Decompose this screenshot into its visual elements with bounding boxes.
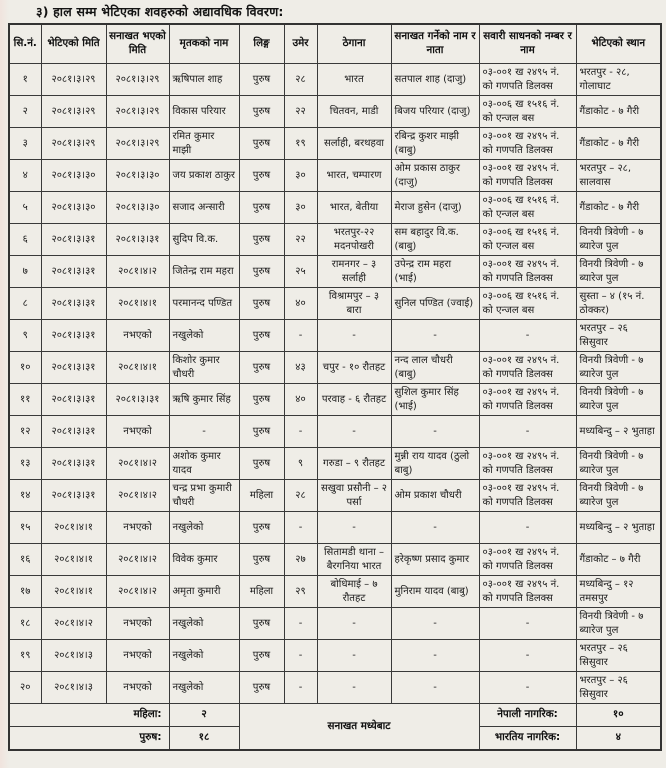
table-body [9, 64, 661, 704]
table-cell: सुशिल कुमार सिंह (भाई) [391, 384, 479, 416]
table-cell: २०८१।३।३१ [41, 448, 106, 480]
table-row [9, 128, 661, 160]
table-cell: ओम प्रकास ठाकुर (दाजु) [391, 160, 479, 192]
table-cell: पुरुष [239, 672, 284, 704]
table-cell: विनयी त्रिवेणी - ७ ब्यारेज पुल [576, 448, 661, 480]
table-cell: २०८१।३।३१ [106, 384, 169, 416]
table-cell: ऋषि कुमार सिंह [169, 384, 239, 416]
table-cell: २०८१।४।२ [106, 448, 169, 480]
table-cell: नखुलेको [169, 512, 239, 544]
table-cell: भारत [317, 64, 391, 96]
table-cell: पुरुष [239, 416, 284, 448]
table-cell: नभएको [106, 416, 169, 448]
table-cell: २०८१।३।३१ [41, 320, 106, 352]
table-cell: नखुलेको [169, 608, 239, 640]
table-row [9, 352, 661, 384]
table-cell: सतपाल शाह (दाजु) [391, 64, 479, 96]
table-cell: २०८१।४।१ [41, 576, 106, 608]
table-cell: २२ [284, 96, 317, 128]
col-header-found-location: भेटिएको स्थान [576, 24, 661, 64]
table-row [9, 480, 661, 512]
header-row [9, 24, 661, 64]
table-cell: महिला [239, 576, 284, 608]
col-header-age: उमेर [284, 24, 317, 64]
table-cell: गैंडाकोट - ७ गैरी [576, 96, 661, 128]
table-cell: १४ [9, 480, 41, 512]
table-cell: परमानन्द पण्डित [169, 288, 239, 320]
table-cell: ७ [9, 256, 41, 288]
table-cell: १७ [9, 576, 41, 608]
table-cell: ०३-००१ ख २४९५ नं. को गणपति डिलक्स [479, 160, 576, 192]
table-row [9, 672, 661, 704]
table-cell: ०३-००१ ख २४९५ नं. को गणपति डिलक्स [479, 256, 576, 288]
table-cell: २०८१।३।३१ [41, 288, 106, 320]
table-cell: २०८१।३।३० [106, 160, 169, 192]
table-cell: मध्यबिन्दु – १२ तमसपुर [576, 576, 661, 608]
table-cell: २७ [284, 544, 317, 576]
table-cell: नखुलेको [169, 640, 239, 672]
table-cell: २०८१।३।२९ [106, 64, 169, 96]
table-cell: भरतपुर – २६ सिसुवार [576, 640, 661, 672]
table-cell: २०८१।३।३१ [41, 224, 106, 256]
table-cell: २०८१।४।१ [106, 288, 169, 320]
table-cell: नभएको [106, 320, 169, 352]
table-cell: ४३ [284, 352, 317, 384]
summary-nepali-citizen-value: १० [576, 704, 661, 727]
table-cell: २०८१।३।३० [106, 192, 169, 224]
summary-row-female [9, 704, 661, 727]
table-cell: पुरुष [239, 96, 284, 128]
table-cell: गरुडा – ९ रौतहट [317, 448, 391, 480]
table-cell: १ [9, 64, 41, 96]
table-cell: ११ [9, 384, 41, 416]
table-cell: ९ [9, 320, 41, 352]
table-cell: मुन्नी राय यादव (ठुलो बाबु) [391, 448, 479, 480]
table-cell: २२ [284, 224, 317, 256]
table-cell: ०३-००१ ख २४९५ नं. को गणपति डिलक्स [479, 384, 576, 416]
table-row [9, 320, 661, 352]
table-row [9, 448, 661, 480]
table-row [9, 96, 661, 128]
table-cell: २०८१।३।२९ [41, 128, 106, 160]
table-cell: २०८१।३।२९ [106, 96, 169, 128]
table-cell: २०८१।४।२ [106, 576, 169, 608]
table-cell: २९ [284, 576, 317, 608]
table-header [9, 24, 661, 64]
table-cell: २०८१।३।३१ [106, 224, 169, 256]
table-cell: १० [9, 352, 41, 384]
table-cell: २०८१।४।२ [106, 544, 169, 576]
table-cell: - [479, 416, 576, 448]
table-cell: विनयी त्रिवेणी - ७ ब्यारेज पुल [576, 384, 661, 416]
table-cell: किशोर कुमार चौधरी [169, 352, 239, 384]
table-cell: २०८१।४।३ [41, 640, 106, 672]
col-header-found-date: भेटिएको मिति [41, 24, 106, 64]
table-cell: - [317, 640, 391, 672]
table-cell: जितेन्द्र राम महरा [169, 256, 239, 288]
table-cell: १३ [9, 448, 41, 480]
table-cell: - [479, 512, 576, 544]
table-cell: भरतपुर – २६ सिसुवार [576, 320, 661, 352]
table-cell: २०८१।३।३१ [41, 352, 106, 384]
table-cell: भारत, बेतीया [317, 192, 391, 224]
table-cell: - [317, 512, 391, 544]
summary-male-value: १८ [169, 727, 239, 751]
table-cell: २०८१।४।२ [41, 608, 106, 640]
table-cell: २०८१।४।२ [106, 256, 169, 288]
table-row [9, 608, 661, 640]
table-row [9, 224, 661, 256]
table-footer [9, 704, 661, 751]
table-cell: १८ [9, 608, 41, 640]
table-cell: ३० [284, 192, 317, 224]
table-cell: - [479, 320, 576, 352]
table-cell: भरतपुर – २६ सिसुवार [576, 672, 661, 704]
table-cell: नखुलेको [169, 672, 239, 704]
table-cell: भरतपुर-२२ मदनपोखरी [317, 224, 391, 256]
table-cell: भारत, चम्पारण [317, 160, 391, 192]
table-cell: जय प्रकाश ठाकुर [169, 160, 239, 192]
table-cell: - [479, 640, 576, 672]
table-cell: रामनगर – ३ सर्लाही [317, 256, 391, 288]
table-row [9, 160, 661, 192]
table-cell: नखुलेको [169, 320, 239, 352]
table-cell: १९ [9, 640, 41, 672]
table-cell: २०८१।४।३ [41, 672, 106, 704]
table-cell: ३ [9, 128, 41, 160]
table-cell: ०३-००१ ख २४९५ नं. को गणपति डिलक्स [479, 576, 576, 608]
table-cell: - [317, 320, 391, 352]
table-cell: २०८१।३।३१ [41, 384, 106, 416]
table-cell: गैंडाकोट – ७ गैरी [576, 544, 661, 576]
table-row [9, 512, 661, 544]
table-cell: ०३-००६ ख १५१६ नं. को एन्जल बस [479, 96, 576, 128]
table-cell: २०८१।३।३१ [41, 480, 106, 512]
table-cell: पुरुष [239, 320, 284, 352]
table-cell: - [317, 416, 391, 448]
table-cell: पुरुष [239, 288, 284, 320]
summary-indian-citizen-value: ४ [576, 727, 661, 751]
table-cell: २०८१।३।२९ [106, 128, 169, 160]
table-cell: २०८१।३।२९ [41, 64, 106, 96]
table-cell: ४० [284, 288, 317, 320]
table-cell: १९ [284, 128, 317, 160]
table-cell: - [284, 320, 317, 352]
table-cell: २०८१।३।३१ [41, 416, 106, 448]
table-cell: मध्यबिन्दु – २ भुताहा [576, 512, 661, 544]
table-cell: २०८१।४।२ [106, 480, 169, 512]
table-cell: २०८१।४।१ [41, 512, 106, 544]
table-cell: ०३-००६ ख १५१६ नं. को एन्जल बस [479, 192, 576, 224]
table-cell: - [284, 416, 317, 448]
table-row [9, 256, 661, 288]
table-cell: पुरुष [239, 640, 284, 672]
table-cell: पुरुष [239, 128, 284, 160]
table-row [9, 192, 661, 224]
table-cell: बोधिमाई – ७ रौतहट [317, 576, 391, 608]
summary-female-label: महिला: [9, 704, 169, 727]
table-cell: सुस्ता – ४ (१५ नं. ठोक्कर) [576, 288, 661, 320]
summary-identified-among-label: सनाखत मध्येबाट [239, 704, 479, 751]
col-header-identified-date: सनाखत भएको मिति [106, 24, 169, 64]
table-cell: - [317, 672, 391, 704]
table-cell: - [317, 608, 391, 640]
table-cell: नभएको [106, 608, 169, 640]
table-cell: - [284, 640, 317, 672]
table-cell: २०८१।४।१ [41, 544, 106, 576]
table-cell: ६ [9, 224, 41, 256]
table-cell: विश्रामपुर – ३ बारा [317, 288, 391, 320]
table-cell: ४० [284, 384, 317, 416]
table-cell: विनयी त्रिवेणी - ७ ब्यारेज पुल [576, 480, 661, 512]
table-cell: - [391, 416, 479, 448]
table-cell: पुरुष [239, 384, 284, 416]
table-cell: भरतपुर - २८, गोलाघाट [576, 64, 661, 96]
table-cell: ओम प्रकाश चौधरी [391, 480, 479, 512]
table-row [9, 576, 661, 608]
table-cell: पुरुष [239, 160, 284, 192]
table-cell: सुदिप वि.क. [169, 224, 239, 256]
table-cell: - [391, 672, 479, 704]
table-cell: - [479, 608, 576, 640]
table-cell: ०३-००६ ख १५१६ नं. को एन्जल बस [479, 224, 576, 256]
table-row [9, 64, 661, 96]
table-cell: पुरुष [239, 608, 284, 640]
table-cell: ०३-००१ ख २४९५ नं. को गणपति डिलक्स [479, 128, 576, 160]
summary-nepali-citizen-label: नेपाली नागरिक: [479, 704, 576, 727]
col-header-address: ठेगाना [317, 24, 391, 64]
table-cell: ४ [9, 160, 41, 192]
table-cell: २५ [284, 256, 317, 288]
col-header-deceased-name: मृतकको नाम [169, 24, 239, 64]
table-cell: १२ [9, 416, 41, 448]
table-cell: नभएको [106, 512, 169, 544]
table-cell: पुरुष [239, 512, 284, 544]
table-cell: - [391, 320, 479, 352]
table-cell: २८ [284, 64, 317, 96]
table-cell: ऋषिपाल शाह [169, 64, 239, 96]
table-cell: ०३-००१ ख २४९५ नं. को गणपति डिलक्स [479, 352, 576, 384]
table-cell: विनयी त्रिवेणी - ७ ब्यारेज पुल [576, 608, 661, 640]
table-cell: सितामडी थाना – बैरगनिया भारत [317, 544, 391, 576]
table-cell: ०३-००६ ख १५१६ नं. को एन्जल बस [479, 288, 576, 320]
table-cell: - [284, 672, 317, 704]
table-cell: महिला [239, 480, 284, 512]
table-cell: बिजय परियार (दाजु) [391, 96, 479, 128]
table-row [9, 544, 661, 576]
table-cell: गैंडाकोट - ७ गैरी [576, 192, 661, 224]
table-cell: मेराज हुसेन (दाजु) [391, 192, 479, 224]
table-cell: १५ [9, 512, 41, 544]
table-cell: पुरुष [239, 192, 284, 224]
table-cell: ०३-००१ ख २४९५ नं. को गणपति डिलक्स [479, 448, 576, 480]
table-cell: चपुर - १० रौतहट [317, 352, 391, 384]
table-cell: पुरुष [239, 256, 284, 288]
table-cell: २०८१।३।३० [41, 160, 106, 192]
table-cell: उपेन्द्र राम महरा (भाई) [391, 256, 479, 288]
table-cell: २०८१।३।२९ [41, 96, 106, 128]
table-cell: २०८१।३।३१ [41, 256, 106, 288]
table-cell: गैंडाकोट - ७ गैरी [576, 128, 661, 160]
table-cell: मुनिराम यादव (बाबु) [391, 576, 479, 608]
table-cell: विनयी त्रिवेणी - ७ ब्यारेज पुल [576, 224, 661, 256]
col-header-gender: लिङ्ग [239, 24, 284, 64]
table-cell: विकास परियार [169, 96, 239, 128]
table-cell: मध्यबिन्दु – २ भुताहा [576, 416, 661, 448]
table-cell: - [391, 512, 479, 544]
table-cell: सम बहादुर वि.क. (बाबु) [391, 224, 479, 256]
table-cell: २०८१।३।३० [41, 192, 106, 224]
table-cell: परवाह - ६ रौतहट [317, 384, 391, 416]
table-cell: ८ [9, 288, 41, 320]
table-cell: पुरुष [239, 448, 284, 480]
table-cell: अशोक कुमार यादव [169, 448, 239, 480]
table-cell: चितवन, माडी [317, 96, 391, 128]
table-cell: ३० [284, 160, 317, 192]
table-cell: विनयी त्रिवेणी - ७ ब्यारेज पुल [576, 256, 661, 288]
table-cell: २ [9, 96, 41, 128]
table-cell: विवेक कुमार [169, 544, 239, 576]
table-cell: २०८१।४।१ [106, 352, 169, 384]
table-cell: भरतपुर – २८, सालवास [576, 160, 661, 192]
table-cell: ०३-००१ ख २४९५ नं. को गणपति डिलक्स [479, 64, 576, 96]
summary-female-value: २ [169, 704, 239, 727]
table-row [9, 384, 661, 416]
col-header-serial-no: सि.नं. [9, 24, 41, 64]
table-cell: पुरुष [239, 224, 284, 256]
col-header-identifier-name-relation: सनाखत गर्नेको नाम र नाता [391, 24, 479, 64]
table-cell: २८ [284, 480, 317, 512]
table-cell: ०३-००१ ख २४९५ नं. को गणपति डिलक्स [479, 480, 576, 512]
table-cell: नभएको [106, 672, 169, 704]
table-row [9, 288, 661, 320]
recovered-bodies-table [8, 23, 662, 751]
table-cell: ०३-००१ ख २४९५ नं. को गणपति डिलक्स [479, 544, 576, 576]
summary-male-label: पुरुष: [9, 727, 169, 751]
table-cell: अमृता कुमारी [169, 576, 239, 608]
table-cell: सर्लाही, बरथहवा [317, 128, 391, 160]
table-cell: - [284, 608, 317, 640]
table-cell: पुरुष [239, 352, 284, 384]
table-cell: नभएको [106, 640, 169, 672]
table-cell: सुनिल पण्डित (ज्वाई) [391, 288, 479, 320]
table-cell: रबिन्द्र कुशर माझी (बाबु) [391, 128, 479, 160]
table-cell: पुरुष [239, 64, 284, 96]
table-cell: ५ [9, 192, 41, 224]
col-header-vehicle-number-name: सवारी साधनको नम्बर र नाम [479, 24, 576, 64]
table-cell: २० [9, 672, 41, 704]
table-row [9, 416, 661, 448]
table-cell: - [169, 416, 239, 448]
table-cell: विनयी त्रिवेणी - ७ ब्यारेज पुल [576, 352, 661, 384]
table-cell: सजाद अन्सारी [169, 192, 239, 224]
table-cell: - [391, 608, 479, 640]
table-cell: नन्द लाल चौधरी (बाबु) [391, 352, 479, 384]
table-cell: रमित कुमार माझी [169, 128, 239, 160]
table-cell: पुरुष [239, 544, 284, 576]
table-cell: हरेकृष्ण प्रसाद कुमार [391, 544, 479, 576]
table-cell: ९ [284, 448, 317, 480]
table-cell: - [284, 512, 317, 544]
table-row [9, 640, 661, 672]
page-title: ३) हाल सम्म भेटिएका शवहरुको अद्यावधिक विवरण: [36, 4, 284, 19]
table-cell: - [391, 640, 479, 672]
table-cell: १६ [9, 544, 41, 576]
table-cell: - [479, 672, 576, 704]
table-cell: सखुवा प्रसौनी – २ पर्सा [317, 480, 391, 512]
summary-indian-citizen-label: भारतिय नागरिक: [479, 727, 576, 751]
table-cell: चन्द्र प्रभा कुमारी चौधरी [169, 480, 239, 512]
